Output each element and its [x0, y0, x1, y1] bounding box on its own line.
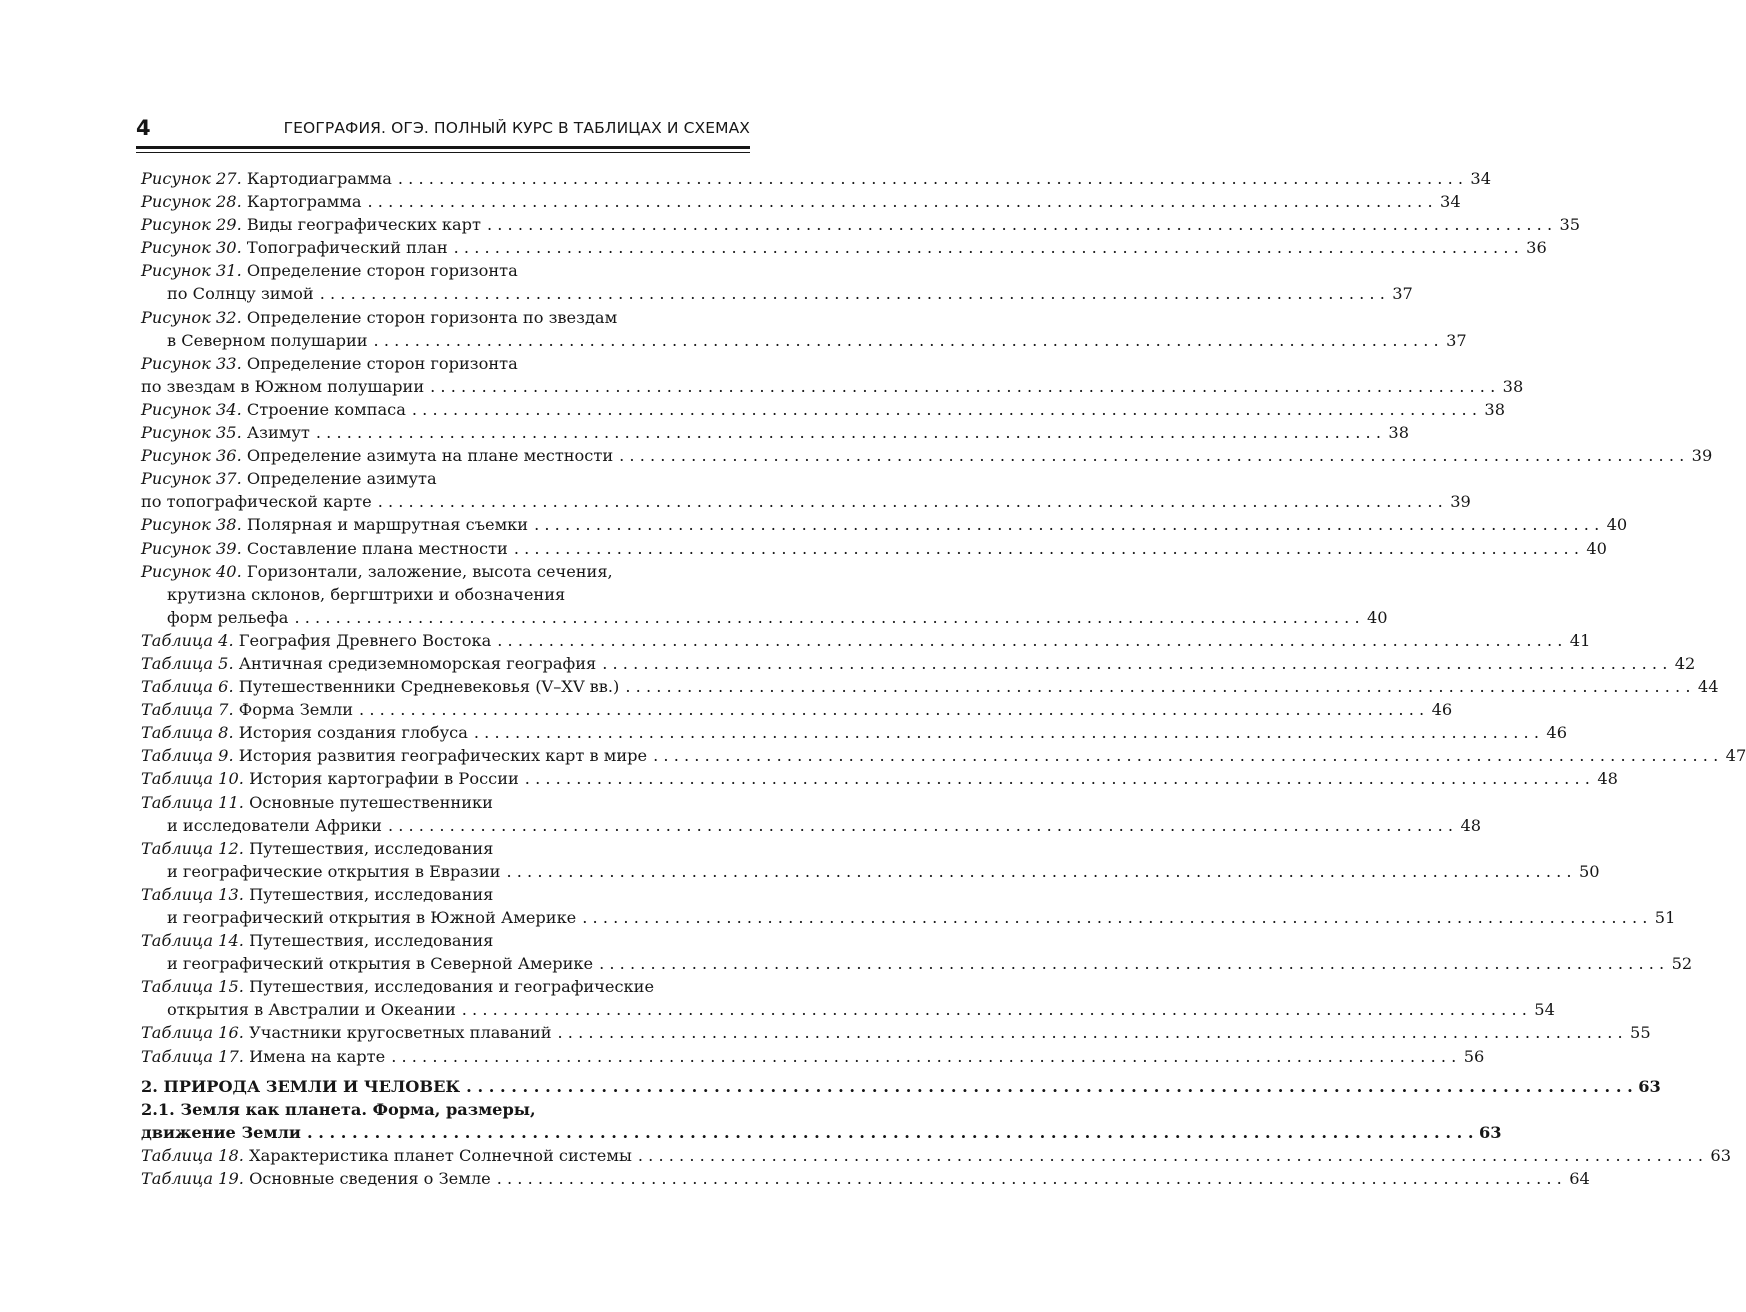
toc-entry-text-wrap	[167, 606, 288, 629]
toc-entry-title: Путешествия, исследования	[249, 884, 494, 904]
toc-entry-title: 2. ПРИРОДА ЗЕМЛИ И ЧЕЛОВЕК	[141, 1076, 461, 1096]
toc-leader-dots	[558, 1021, 1623, 1044]
toc-page-number: 39	[1691, 446, 1713, 466]
toc-page-number: 46	[1431, 700, 1453, 720]
toc-entry-title: Определение азимута на плане местности	[246, 446, 614, 466]
toc-entry-title: Виды географических карт	[246, 215, 481, 235]
toc-entry-text-wrap	[141, 837, 493, 860]
toc-entry-text-wrap	[167, 583, 565, 606]
toc-page-number: 40	[1367, 607, 1388, 627]
toc-entry-label: Таблица 6.	[141, 677, 234, 697]
toc-page-number: 40	[1586, 538, 1607, 558]
toc-entry-text-wrap	[141, 883, 493, 906]
toc-entry-text-wrap	[141, 444, 613, 467]
toc-entry-label: Рисунок 39.	[141, 538, 242, 558]
toc-leader-dots	[534, 513, 1599, 536]
toc-leader-dots	[582, 906, 1647, 929]
toc-entry-title: Форма Земли	[238, 700, 354, 720]
toc-entry-label: Таблица 18.	[141, 1145, 244, 1165]
toc-page-number: 39	[1450, 492, 1471, 512]
toc-entry-label: Таблица 14.	[141, 931, 244, 951]
toc-entry-title: Полярная и маршрутная съемки	[246, 515, 529, 535]
toc-entry-title: Топографический план	[246, 238, 448, 258]
toc-page-number: 63	[1638, 1076, 1661, 1096]
toc-page-number: 50	[1578, 861, 1600, 881]
toc-entry-title: География Древнего Востока	[238, 630, 492, 650]
toc-entry-text-wrap	[141, 490, 372, 513]
toc-leader-dots	[374, 329, 1439, 352]
toc-entry	[141, 560, 750, 583]
toc-entry-title: и географические открытия в Евразии	[167, 861, 501, 881]
toc-leader-dots	[367, 190, 1432, 213]
toc-entry-text-wrap	[141, 721, 468, 744]
toc-leader-dots	[430, 375, 1495, 398]
toc-entry-title: История развития географических карт в мире	[238, 746, 648, 766]
toc-entry-title: История создания глобуса	[238, 723, 468, 743]
toc-entry	[141, 306, 750, 329]
toc-page-number: 48	[1597, 769, 1618, 789]
toc-page-number: 36	[1526, 238, 1547, 258]
toc-leader-dots	[294, 606, 1359, 629]
toc-entry	[141, 860, 1600, 883]
toc-entry-text-wrap	[141, 467, 437, 490]
toc-entry	[141, 1144, 1731, 1167]
toc-entry-title: Азимут	[246, 423, 310, 443]
page-number: 4	[136, 116, 151, 140]
toc-entry-label: Таблица 19.	[141, 1169, 244, 1189]
toc-leader-dots	[462, 998, 1527, 1021]
toc-leader-dots	[320, 282, 1385, 305]
toc-entry	[141, 675, 1719, 698]
toc-entry	[141, 975, 750, 998]
toc-page-number: 42	[1674, 653, 1696, 673]
toc-page-number: 52	[1671, 954, 1693, 974]
toc-entry	[141, 837, 750, 860]
toc-page-number: 41	[1569, 630, 1591, 650]
toc-entry-text-wrap	[141, 1045, 385, 1068]
toc-entry-text-wrap	[141, 767, 519, 790]
toc-page-number: 38	[1388, 423, 1409, 443]
toc-entry-text-wrap	[141, 560, 613, 583]
toc-entry-text-wrap	[141, 744, 647, 767]
header-rule-thin	[136, 152, 750, 153]
toc-leader-dots	[619, 444, 1684, 467]
toc-entry-text-wrap	[141, 213, 481, 236]
toc-entry-label: Таблица 8.	[141, 723, 234, 743]
toc-entry-title: форм рельефа	[167, 607, 289, 627]
header-rule-thick	[136, 146, 750, 149]
toc-entry-label: Таблица 10.	[141, 769, 244, 789]
toc-page-number: 47	[1725, 746, 1746, 766]
toc-entry-title: и исследователи Африки	[167, 815, 382, 835]
toc-entry-title: по топографической карте	[141, 492, 372, 512]
toc-entry-title: движение Земли	[141, 1122, 301, 1142]
toc-entry-label: Рисунок 32.	[141, 307, 242, 327]
toc-entry-title: Путешествия, исследования и географические	[249, 977, 655, 997]
toc-entry-label: Таблица 13.	[141, 884, 244, 904]
toc-page-number: 37	[1392, 284, 1413, 304]
toc-entry-text-wrap	[141, 791, 493, 814]
toc-entry-label: Рисунок 40.	[141, 561, 242, 581]
toc-leader-dots	[653, 744, 1718, 767]
toc-entry-text-wrap	[141, 1098, 536, 1121]
toc-leader-dots	[412, 398, 1477, 421]
toc-entry-label: Таблица 15.	[141, 977, 244, 997]
toc-entry	[141, 1021, 1651, 1044]
toc-leader-dots	[359, 698, 1424, 721]
toc-entry-text-wrap	[141, 698, 353, 721]
toc-entry	[141, 421, 1409, 444]
toc-entry	[141, 791, 750, 814]
toc-page-number: 34	[1470, 169, 1492, 188]
toc-entry-text-wrap	[141, 1075, 460, 1098]
toc-entry-title: Имена на карте	[249, 1046, 386, 1066]
toc-page-number: 38	[1484, 399, 1505, 419]
toc-entry	[141, 444, 1713, 467]
toc-entry	[141, 952, 1693, 975]
toc-entry-text-wrap	[167, 998, 456, 1021]
toc-entry	[141, 259, 750, 282]
toc-page-number: 44	[1697, 677, 1719, 697]
toc-page-number: 63	[1478, 1122, 1502, 1142]
toc-entry-title: Основные путешественники	[249, 792, 493, 812]
toc-leader-dots	[474, 721, 1539, 744]
toc-entry-label: Рисунок 29.	[141, 215, 242, 235]
toc-entry-label: Таблица 4.	[141, 630, 234, 650]
toc-entry-title: Путешествия, исследования	[249, 931, 494, 951]
toc-entry	[141, 606, 1388, 629]
toc-entry-title: по Солнцу зимой	[167, 284, 314, 304]
toc-entry	[141, 652, 1696, 675]
toc-entry-label: Рисунок 38.	[141, 515, 242, 535]
toc-entry-title: и географический открытия в Южной Америке	[167, 908, 577, 927]
toc-entry-text-wrap	[141, 652, 596, 675]
toc-entry	[141, 282, 1413, 305]
toc-page-number: 38	[1502, 376, 1524, 396]
toc-entry-text-wrap	[141, 398, 406, 421]
toc-page-number: 54	[1534, 1000, 1555, 1020]
toc-entry-text-wrap	[141, 259, 518, 282]
toc-entry-text-wrap	[167, 329, 368, 352]
toc-entry	[141, 883, 750, 906]
toc-leader-dots	[497, 629, 1562, 652]
toc-entry-title: по звездам в Южном полушарии	[141, 376, 425, 396]
toc-leader-dots	[506, 860, 1571, 883]
toc-leader-dots	[316, 421, 1381, 444]
toc-leader-dots	[378, 490, 1443, 513]
toc-entry-label: Таблица 9.	[141, 746, 234, 766]
toc-entry-title: Путешествия, исследования	[249, 838, 494, 858]
toc-page-number: 34	[1440, 192, 1461, 212]
toc-entry-label: Рисунок 34.	[141, 399, 242, 419]
toc-entry	[141, 352, 750, 375]
toc-entry-title: Картограмма	[246, 192, 362, 212]
toc-entry	[141, 698, 1453, 721]
toc-entry-title: Определение сторон горизонта по звездам	[246, 307, 618, 327]
toc-entry-text-wrap	[141, 1021, 552, 1044]
toc-entry-text-wrap	[141, 352, 518, 375]
toc-entry-text-wrap	[141, 513, 528, 536]
toc-entry-label: Рисунок 36.	[141, 446, 242, 466]
toc-entry-label: Рисунок 37.	[141, 469, 242, 489]
toc-entry-text-wrap	[167, 860, 500, 883]
toc-entry-label: Рисунок 31.	[141, 261, 242, 281]
toc-entry-text-wrap	[141, 975, 654, 998]
toc-entry-title: Определение азимута	[246, 469, 437, 489]
toc-leader-dots	[497, 1167, 1562, 1190]
toc-entry-title: в Северном полушарии	[167, 330, 368, 350]
toc-entry-text-wrap	[141, 1144, 632, 1167]
toc-entry-title: Горизонтали, заложение, высота сечения,	[246, 561, 613, 581]
toc-entry	[141, 375, 1524, 398]
toc-entry-text-wrap	[141, 629, 491, 652]
toc-entry-title: и географический открытия в Северной Америке	[167, 954, 594, 974]
toc-entry	[141, 1045, 1485, 1068]
toc-entry	[141, 190, 1461, 213]
toc-page-number: 48	[1460, 815, 1482, 835]
toc-leader-dots	[388, 814, 1453, 837]
toc-leader-dots	[307, 1121, 1474, 1144]
table-of-contents	[141, 167, 1746, 1190]
toc-page-number: 64	[1569, 1169, 1590, 1189]
toc-entry-label: Таблица 16.	[141, 1023, 244, 1043]
toc-entry-title: крутизна склонов, бергштрихи и обозначения	[167, 584, 566, 604]
toc-entry	[141, 513, 1628, 536]
toc-entry	[141, 537, 1607, 560]
toc-entry-label: Рисунок 27.	[141, 169, 242, 188]
toc-leader-dots	[454, 236, 1519, 259]
toc-page-number: 37	[1446, 330, 1467, 350]
toc-entry-text-wrap	[141, 537, 508, 560]
toc-entry	[141, 213, 1581, 236]
toc-page-number: 56	[1463, 1046, 1485, 1066]
toc-entry-text-wrap	[141, 190, 361, 213]
toc-leader-dots	[599, 952, 1664, 975]
toc-entry-label: Таблица 5.	[141, 653, 234, 673]
toc-entry-label: Таблица 7.	[141, 700, 234, 720]
toc-entry-label: Рисунок 30.	[141, 238, 242, 258]
toc-entry-title: Строение компаса	[246, 399, 406, 419]
toc-entry-text-wrap	[141, 236, 448, 259]
toc-entry	[141, 236, 1547, 259]
toc-entry	[141, 329, 1467, 352]
toc-entry-text-wrap	[141, 1167, 491, 1190]
toc-entry-title: Картодиаграмма	[246, 169, 392, 188]
toc-leader-dots	[602, 652, 1667, 675]
toc-page-number: 46	[1546, 723, 1567, 743]
toc-entry-text-wrap	[141, 375, 424, 398]
toc-leader-dots	[487, 213, 1552, 236]
toc-entry	[141, 998, 1555, 1021]
toc-page-number: 51	[1654, 908, 1676, 927]
toc-entry	[141, 167, 1492, 190]
toc-entry-title: открытия в Австралии и Океании	[167, 1000, 456, 1020]
page-header	[136, 113, 750, 143]
toc-leader-dots	[625, 675, 1690, 698]
toc-entry-title: Характеристика планет Солнечной системы	[249, 1145, 632, 1165]
toc-section-heading	[141, 1121, 1502, 1144]
toc-entry-text-wrap	[141, 421, 310, 444]
toc-entry-title: Определение сторон горизонта	[246, 261, 518, 281]
toc-entry-text-wrap	[141, 1121, 301, 1144]
toc-entry-title: Античная средиземноморская география	[238, 653, 597, 673]
toc-entry	[141, 467, 750, 490]
toc-entry-label: Рисунок 35.	[141, 423, 242, 443]
toc-entry-text-wrap	[141, 167, 392, 190]
toc-page-number: 63	[1710, 1145, 1731, 1165]
toc-entry	[141, 583, 750, 606]
toc-leader-dots	[398, 167, 1463, 190]
toc-entry	[141, 744, 1746, 767]
toc-entry-title: 2.1. Земля как планета. Форма, размеры,	[141, 1099, 536, 1119]
toc-entry-title: Основные сведения о Земле	[249, 1169, 491, 1189]
toc-leader-dots	[466, 1075, 1633, 1098]
toc-page-number: 40	[1606, 515, 1628, 535]
toc-entry-label: Таблица 12.	[141, 838, 244, 858]
toc-entry	[141, 629, 1591, 652]
toc-section-heading	[141, 1075, 1661, 1098]
toc-leader-dots	[638, 1144, 1703, 1167]
toc-entry-text-wrap	[167, 906, 576, 929]
toc-page-number: 55	[1630, 1023, 1651, 1043]
toc-entry-title: Определение сторон горизонта	[246, 353, 518, 373]
toc-entry-title: История картографии в России	[249, 769, 519, 789]
toc-entry-text-wrap	[167, 952, 593, 975]
toc-entry-label: Таблица 17.	[141, 1046, 244, 1066]
toc-entry	[141, 929, 750, 952]
toc-entry	[141, 1167, 1590, 1190]
toc-entry-title: Путешественники Средневековья (V–XV вв.)	[238, 677, 620, 697]
toc-entry-text-wrap	[141, 929, 493, 952]
toc-leader-dots	[525, 767, 1590, 790]
toc-entry-text-wrap	[141, 306, 617, 329]
toc-entry-label: Рисунок 33.	[141, 353, 242, 373]
toc-entry	[141, 398, 1505, 421]
toc-entry-title: Составление плана местности	[246, 538, 508, 558]
toc-page-number: 35	[1559, 215, 1581, 235]
toc-entry-text-wrap	[167, 282, 314, 305]
toc-entry	[141, 906, 1676, 929]
toc-entry-text-wrap	[141, 675, 619, 698]
toc-section-heading	[141, 1098, 750, 1121]
toc-leader-dots	[514, 537, 1579, 560]
running-title: ГЕОГРАФИЯ. ОГЭ. ПОЛНЫЙ КУРС В ТАБЛИЦАХ И СХЕМАХ	[283, 119, 750, 137]
toc-entry	[141, 721, 1567, 744]
toc-leader-dots	[391, 1045, 1456, 1068]
toc-entry-title: Участники кругосветных плаваний	[249, 1023, 552, 1043]
toc-entry	[141, 767, 1618, 790]
toc-entry-text-wrap	[167, 814, 382, 837]
toc-entry	[141, 490, 1471, 513]
toc-entry-label: Рисунок 28.	[141, 192, 242, 212]
toc-entry-label: Таблица 11.	[141, 792, 244, 812]
toc-entry	[141, 814, 1482, 837]
